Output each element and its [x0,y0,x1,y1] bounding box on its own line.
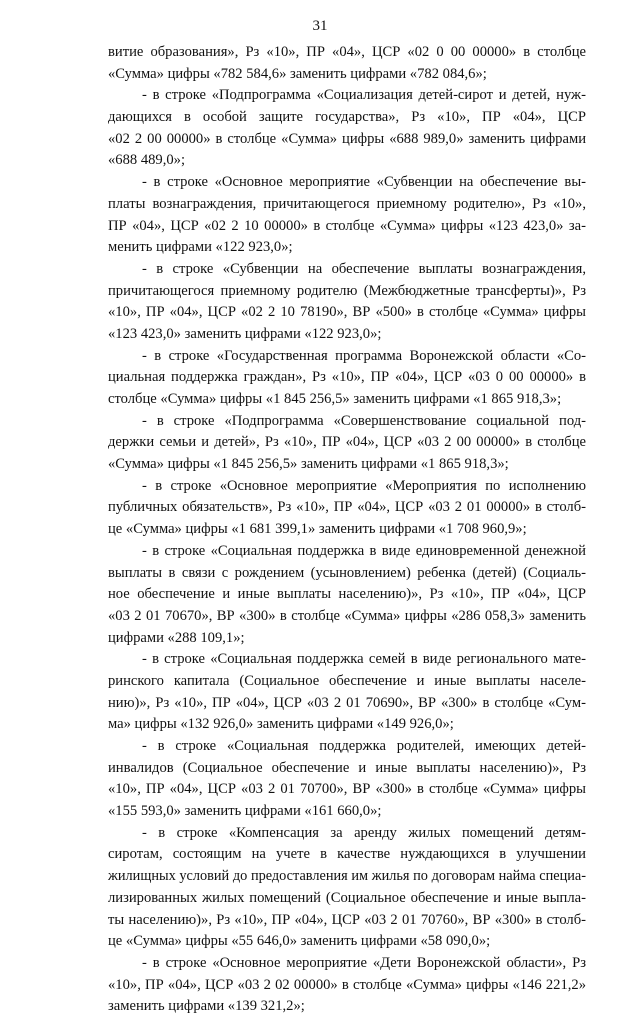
text-line: «10», ПР «04», ЦСР «02 2 10 78190», ВР «500» в столбце «Сумма» цифры [108,304,586,321]
text-line: - в строке «Социальная поддержка семей в виде регионального мате- [142,651,586,668]
text-line: нию)», Рз «10», ПР «04», ЦСР «03 2 01 70690», ВР «300» в столбце «Сум- [108,694,586,711]
text-line: инвалидов (Социальное обеспечение и иные выплаты населению)», Рз [108,759,586,776]
text-line: платы вознаграждения, причитающегося приемному родителю», Рз «10», [108,195,586,212]
text-line: заменить цифрами «139 321,2»; [108,998,305,1015]
text-line: «Сумма» цифры «782 584,6» заменить цифрами «782 084,6»; [108,65,487,82]
text-line: - в строке «Социальная поддержка в виде единовременной денежной [142,542,586,559]
text-line: «Сумма» цифры «1 845 256,5» заменить цифрами «1 865 918,3»; [108,456,509,473]
text-line: причитающегося приемному родителю (Межбюджетные трансферты)», Рз [108,282,586,299]
text-line: - в строке «Государственная программа Воронежской области «Со- [142,347,586,364]
text-line: витие образования», Рз «10», ПР «04», ЦСР «02 0 00 00000» в столбце [108,44,586,60]
text-line: «688 489,0»; [108,152,186,169]
text-line: ное обеспечение и иные выплаты населению)», Рз «10», ПР «04», ЦСР [108,586,586,603]
text-line: лизированных жилых помещений (Социальное обеспечение и иные выпла- [108,889,586,906]
text-line: це «Сумма» цифры «55 646,0» заменить цифрами «58 090,0»; [108,933,491,950]
text-line: - в строке «Основное мероприятие «Мероприятия по исполнению [142,477,586,494]
text-line: столбце «Сумма» цифры «1 845 256,5» заменить цифрами «1 865 918,3»; [108,391,562,407]
text-line: циальная поддержка граждан», Рз «10», ПР «04», ЦСР «03 0 00 00000» в [108,369,586,386]
text-line: «02 2 00 00000» в столбце «Сумма» цифры «688 989,0» заменить цифрами [108,130,586,147]
text-line: це «Сумма» цифры «1 681 399,1» заменить цифрами «1 708 960,9»; [108,521,527,538]
text-line: «10», ПР «04», ЦСР «03 2 01 70700», ВР «300» в столбце «Сумма» цифры [108,781,586,798]
text-line: выплаты в связи с рождением (усыновлением) ребенка (детей) (Социаль- [108,564,586,581]
text-line: жилищных условий до предоставления им жилья по договорам найма специа- [108,868,586,885]
text-line: цифрами «288 109,1»; [108,629,245,646]
text-line: менить цифрами «122 923,0»; [108,239,293,256]
text-line: - в строке «Социальная поддержка родителей, имеющих детей- [142,738,586,754]
text-line: ПР «04», ЦСР «02 2 10 00000» в столбце «Сумма» цифры «123 423,0» за- [108,217,586,234]
text-line: - в строке «Субвенции на обеспечение выплаты вознаграждения, [142,260,586,277]
text-line: ты населению)», Рз «10», ПР «04», ЦСР «03 2 01 70760», ВР «300» в столб- [108,911,586,928]
text-line: - в строке «Подпрограмма «Совершенствование социальной под- [142,412,586,429]
text-line: сиротам, состоящим на учете в качестве нуждающихся в улучшении [108,846,586,863]
text-line: держки семьи и детей», Рз «10», ПР «04», ЦСР «03 2 00 00000» в столбце [108,434,586,451]
text-line: ма» цифры «132 926,0» заменить цифрами «149 926,0»; [108,716,454,733]
text-line: «03 2 01 70670», ВР «300» в столбце «Сумма» цифры «286 058,3» заменить [108,607,586,624]
text-line: публичных обязательств», Рз «10», ПР «04», ЦСР «03 2 01 00000» в столб- [108,499,586,516]
text-line: - в строке «Компенсация за аренду жилых помещений детям- [142,824,586,841]
text-line: ринского капитала (Социальное обеспечение и иные выплаты населе- [108,672,586,689]
text-line: - в строке «Основное мероприятие «Субвенции на обеспечение вы- [142,174,586,191]
body-text [108,42,586,1018]
text-line: дающихся в особой защите государства», Рз «10», ПР «04», ЦСР [108,109,586,126]
text-line: - в строке «Основное мероприятие «Дети Воронежской области», Рз [142,954,586,971]
text-line: «123 423,0» заменить цифрами «122 923,0»; [108,325,382,342]
text-line: «10», ПР «04», ЦСР «03 2 02 00000» в столбце «Сумма» цифры «146 221,2» [108,976,586,993]
text-line: - в строке «Подпрограмма «Социализация детей-сирот и детей, нуж- [142,87,586,104]
text-line: «155 593,0» заменить цифрами «161 660,0»; [108,803,382,820]
page-number: 31 [312,18,328,34]
